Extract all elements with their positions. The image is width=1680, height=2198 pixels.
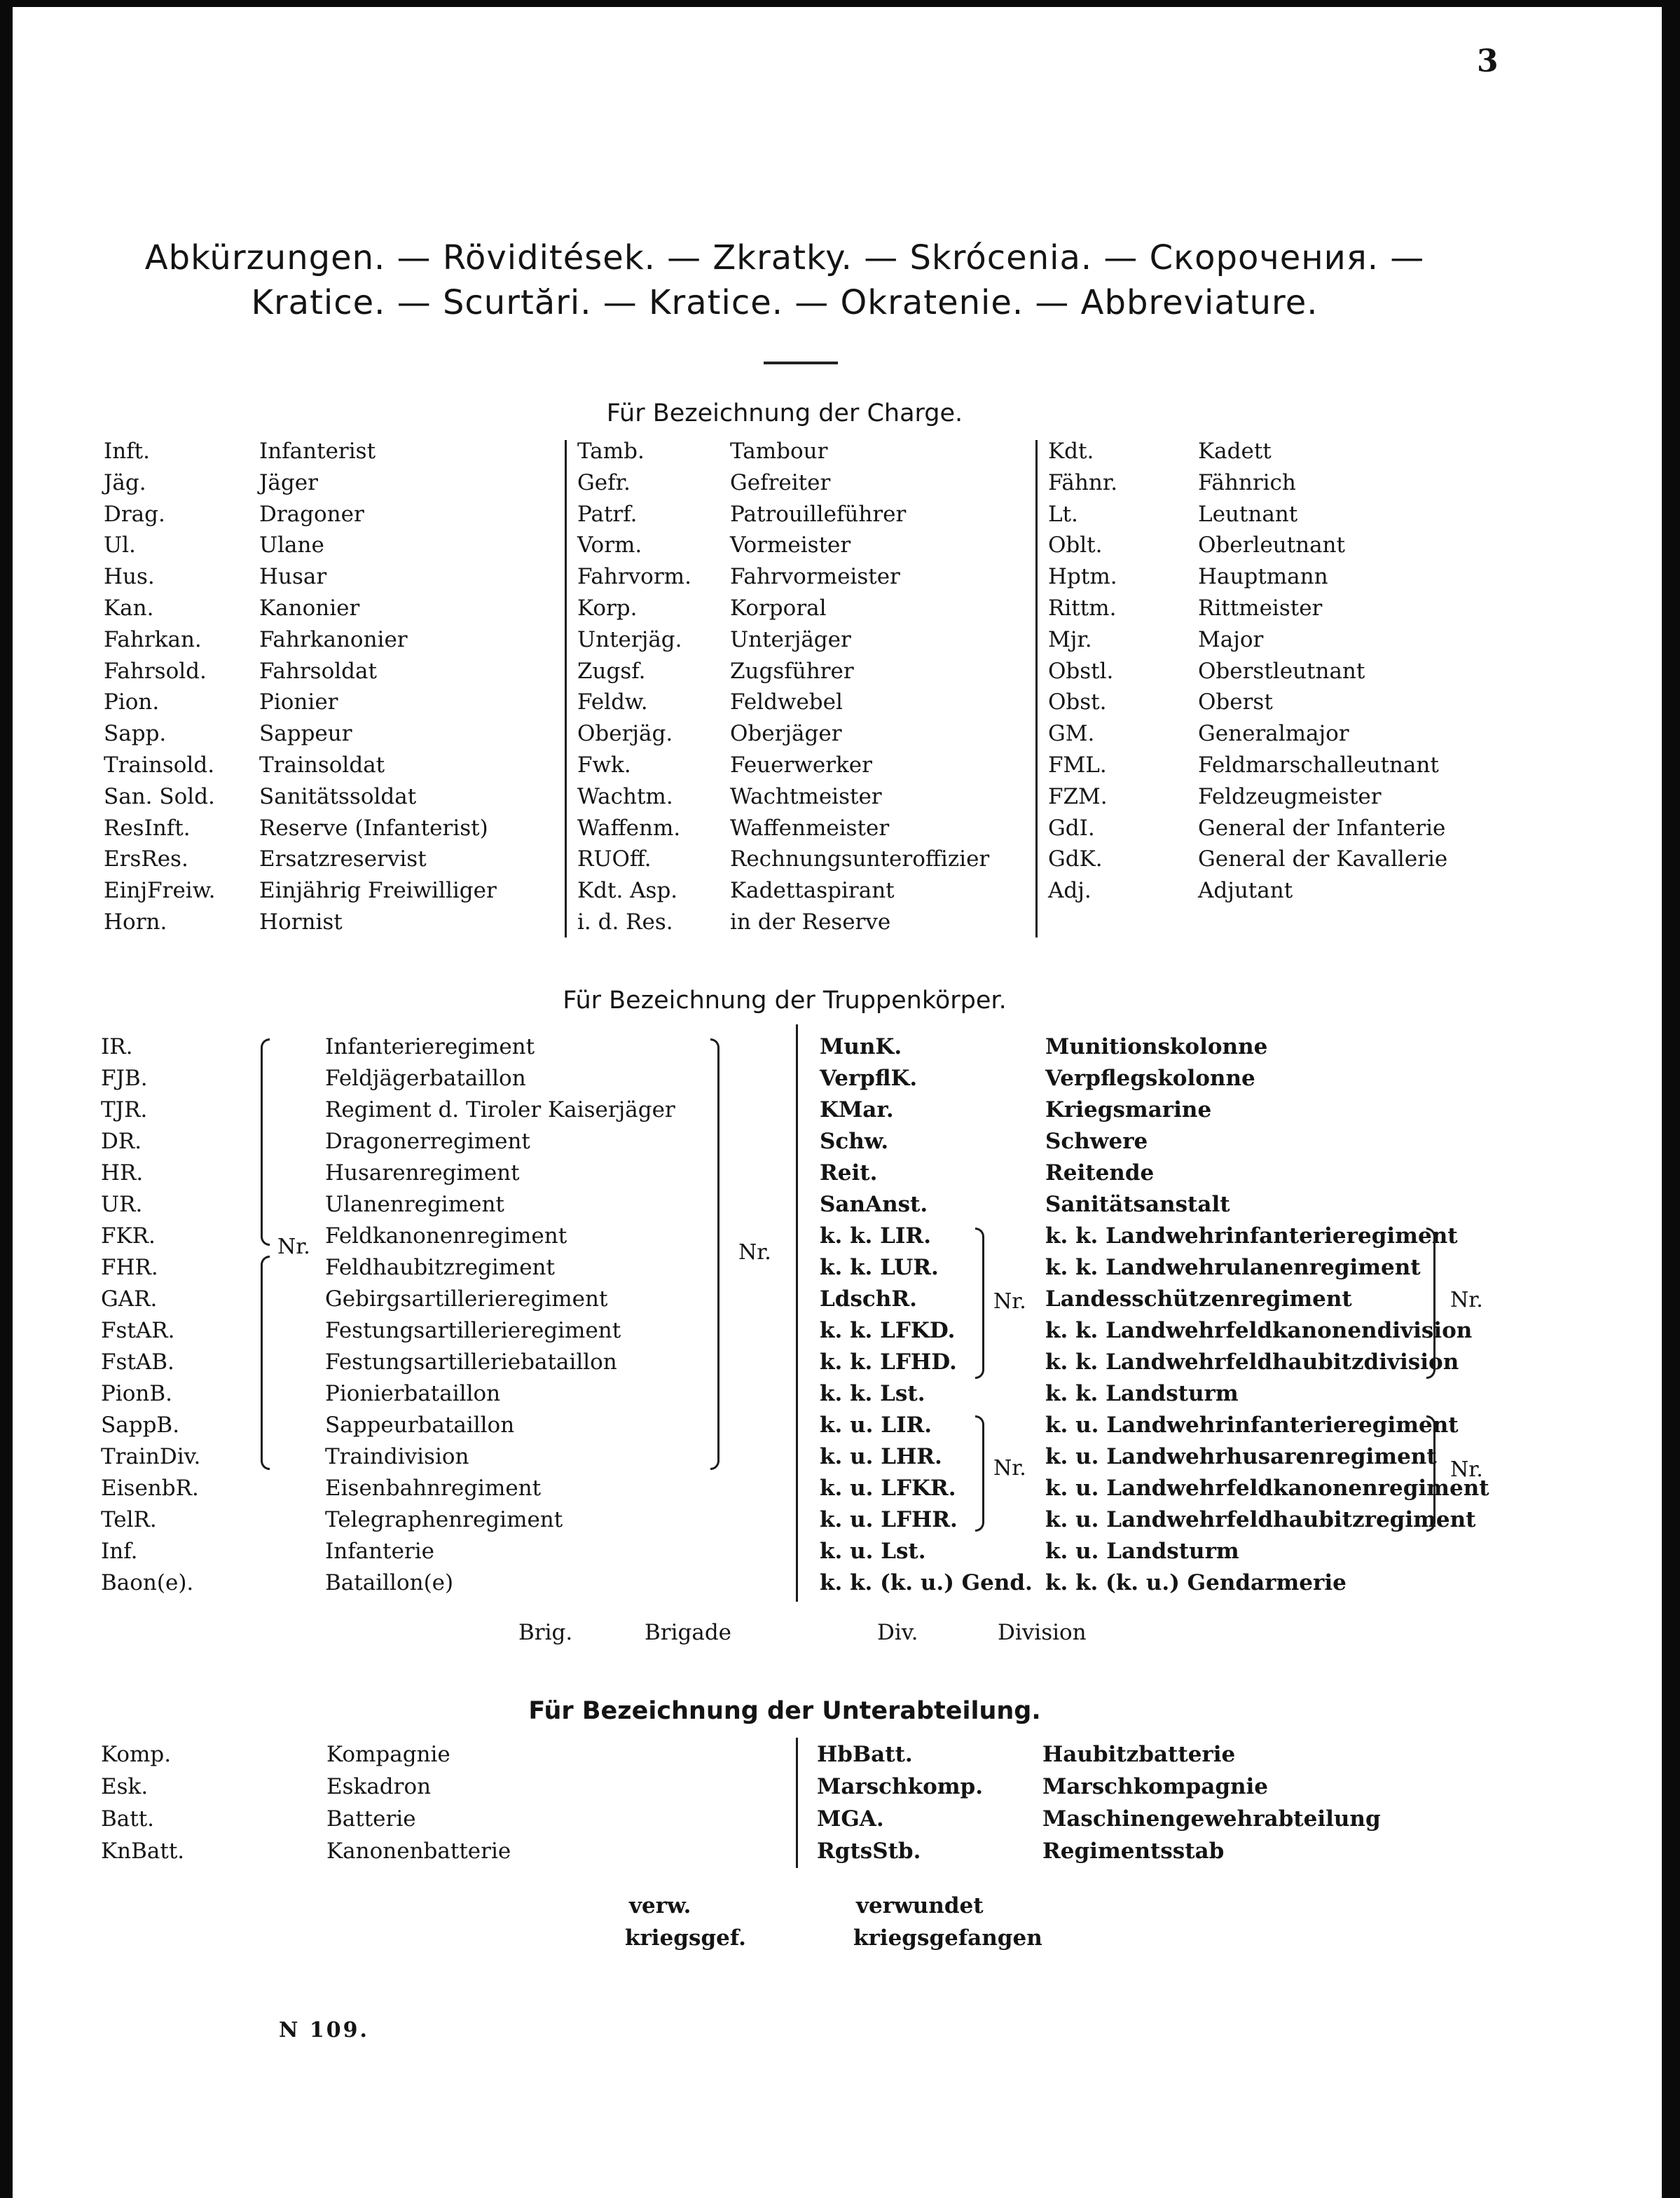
extra-abbr-div: Div. bbox=[877, 1620, 918, 1645]
charge-col3-item-abbr: Hptm. bbox=[1048, 564, 1117, 590]
extra-abbr-verw: verw. bbox=[629, 1893, 691, 1918]
troop-right-item-full: k. k. Landwehrulanenregiment bbox=[1045, 1255, 1421, 1280]
troop-left-item-full: Dragonerregiment bbox=[325, 1129, 530, 1154]
troop-right-item-full: k. k. Landwehrinfanterieregiment bbox=[1045, 1223, 1458, 1249]
charge-col2-item-abbr: RUOff. bbox=[577, 846, 652, 872]
charge-col3-item-full: Major bbox=[1198, 626, 1264, 652]
troop-left-item-abbr: FKR. bbox=[101, 1223, 156, 1249]
charge-col2-item-abbr: Kdt. Asp. bbox=[577, 878, 678, 904]
subunit-divider bbox=[796, 1738, 798, 1868]
troop-left-item-full: Telegraphenregiment bbox=[325, 1507, 563, 1532]
extra-full-division: Division bbox=[998, 1620, 1087, 1645]
subunit-left-item-abbr: Batt. bbox=[101, 1806, 155, 1832]
scan-border-right bbox=[1662, 0, 1680, 2198]
troop-left-item-full: Gebirgsartillerieregiment bbox=[325, 1286, 608, 1312]
charge-col3-item-full: Generalmajor bbox=[1198, 721, 1349, 747]
bracket-right-group-2 bbox=[1426, 1228, 1435, 1379]
bracket-left-group-right bbox=[710, 1038, 719, 1470]
charge-col3-item-full: Kadett bbox=[1198, 439, 1272, 464]
extra-full-kriegsgefangen: kriegsgefangen bbox=[853, 1925, 1042, 1951]
charge-col3-item-full: General der Kavallerie bbox=[1198, 846, 1448, 872]
troop-left-item-abbr: HR. bbox=[101, 1160, 144, 1186]
page-number: 3 bbox=[1477, 43, 1499, 79]
troop-left-item-full: Pionierbataillon bbox=[325, 1381, 501, 1406]
charge-col2-item-full: Rechnungsunteroffizier bbox=[730, 846, 990, 872]
troop-left-item-full: Eisenbahnregiment bbox=[325, 1476, 542, 1501]
title-divider bbox=[764, 362, 838, 364]
charge-col2-item-abbr: Fahrvorm. bbox=[577, 564, 691, 590]
extra-full-brigade: Brigade bbox=[645, 1620, 732, 1645]
troop-right-item-full: k. u. Landwehrinfanterieregiment bbox=[1045, 1413, 1459, 1438]
troop-right-item-full: k. k. (k. u.) Gendarmerie bbox=[1045, 1570, 1347, 1595]
charge-col1-item-abbr: Pion. bbox=[104, 689, 160, 715]
charge-col1-item-abbr: Horn. bbox=[104, 909, 167, 935]
charge-col2-item-full: Feuerwerker bbox=[730, 753, 872, 778]
nr-label-left: Nr. bbox=[277, 1235, 310, 1259]
nr-label-right-2: Nr. bbox=[1450, 1288, 1483, 1312]
troop-right-item-abbr: k. u. Lst. bbox=[820, 1539, 926, 1564]
troop-right-item-abbr: MunK. bbox=[820, 1034, 902, 1059]
bracket-right-group-1 bbox=[975, 1228, 984, 1379]
troop-right-item-abbr: k. k. Lst. bbox=[820, 1381, 925, 1406]
charge-col1-item-abbr: Fahrsold. bbox=[104, 658, 207, 684]
troop-left-item-abbr: Baon(e). bbox=[101, 1570, 194, 1595]
troop-left-item-abbr: SappB. bbox=[101, 1413, 180, 1438]
troop-right-item-full: Schwere bbox=[1045, 1129, 1148, 1154]
troop-left-item-abbr: FHR. bbox=[101, 1255, 158, 1280]
subunit-right-item-abbr: HbBatt. bbox=[817, 1742, 913, 1767]
charge-col2-item-abbr: Gefr. bbox=[577, 469, 631, 495]
charge-col2-item-abbr: Wachtm. bbox=[577, 783, 673, 809]
troop-left-item-abbr: FstAR. bbox=[101, 1318, 175, 1343]
charge-col2-item-full: Tambour bbox=[730, 439, 828, 464]
troop-right-item-full: Verpflegskolonne bbox=[1045, 1066, 1255, 1091]
troop-right-item-abbr: SanAnst. bbox=[820, 1192, 928, 1217]
charge-col3-item-abbr: Obstl. bbox=[1048, 658, 1114, 684]
troop-right-item-full: Kriegsmarine bbox=[1045, 1097, 1212, 1122]
bracket-right-group-4 bbox=[1426, 1415, 1435, 1532]
subunit-right-item-full: Haubitzbatterie bbox=[1042, 1742, 1236, 1767]
charge-col2-item-full: Wachtmeister bbox=[730, 783, 882, 809]
section-heading-charge: Für Bezeichnung der Charge. bbox=[606, 399, 963, 427]
subunit-left-item-abbr: Komp. bbox=[101, 1742, 172, 1767]
charge-col3-item-full: Oberstleutnant bbox=[1198, 658, 1365, 684]
troop-right-item-full: k. u. Landsturm bbox=[1045, 1539, 1239, 1564]
charge-col1-item-abbr: Hus. bbox=[104, 564, 155, 590]
charge-col1-item-full: Fahrsoldat bbox=[259, 658, 377, 684]
title-line-1: Abkürzungen. — Röviditések. — Zkratky. — Skrócenia. — Скорочения. — bbox=[144, 238, 1425, 277]
troop-right-item-abbr: Schw. bbox=[820, 1129, 889, 1154]
charge-col3-item-abbr: GM. bbox=[1048, 721, 1095, 747]
subunit-left-item-full: Eskadron bbox=[326, 1774, 432, 1799]
charge-col1-item-abbr: ErsRes. bbox=[104, 846, 188, 872]
charge-col2-item-abbr: Zugsf. bbox=[577, 658, 646, 684]
extra-full-verwundet: verwundet bbox=[856, 1893, 984, 1918]
troop-left-item-full: Infanterie bbox=[325, 1539, 435, 1564]
charge-col3-item-abbr: Obst. bbox=[1048, 689, 1107, 715]
troop-right-item-abbr: Reit. bbox=[820, 1160, 878, 1186]
troop-left-item-abbr: EisenbR. bbox=[101, 1476, 199, 1501]
charge-col3-item-full: General der Infanterie bbox=[1198, 815, 1446, 841]
charge-col1-item-full: Trainsoldat bbox=[259, 753, 385, 778]
charge-col1-item-full: Sappeur bbox=[259, 721, 352, 747]
troop-left-item-abbr: PionB. bbox=[101, 1381, 173, 1406]
charge-col3-item-abbr: GdI. bbox=[1048, 815, 1095, 841]
charge-col3-item-full: Feldmarschalleutnant bbox=[1198, 753, 1439, 778]
charge-col1-item-abbr: Fahrkan. bbox=[104, 626, 202, 652]
scan-border-top bbox=[0, 0, 1680, 7]
charge-col1-item-full: Pionier bbox=[259, 689, 338, 715]
troop-right-item-full: k. u. Landwehrfeldhaubitzregiment bbox=[1045, 1507, 1476, 1532]
charge-col2-item-abbr: Patrf. bbox=[577, 501, 638, 527]
charge-divider-2 bbox=[1035, 440, 1038, 937]
troop-left-item-full: Regiment d. Tiroler Kaiserjäger bbox=[325, 1097, 675, 1122]
charge-col1-item-abbr: Sapp. bbox=[104, 721, 167, 747]
charge-col2-item-full: Korporal bbox=[730, 596, 827, 621]
bracket-right-group-3 bbox=[975, 1415, 984, 1532]
troop-left-item-full: Feldhaubitzregiment bbox=[325, 1255, 555, 1280]
charge-col3-item-full: Oberleutnant bbox=[1198, 533, 1345, 558]
charge-col1-item-full: Ulane bbox=[259, 533, 324, 558]
charge-col2-item-abbr: Unterjäg. bbox=[577, 626, 682, 652]
troop-right-item-abbr: LdschR. bbox=[820, 1286, 917, 1312]
bracket-left-group-1 bbox=[261, 1038, 270, 1246]
section-heading-troops: Für Bezeichnung der Truppenkörper. bbox=[563, 987, 1007, 1015]
extra-abbr-kriegsgef: kriegsgef. bbox=[625, 1925, 746, 1951]
troop-right-item-full: k. k. Landwehrfeldhaubitzdivision bbox=[1045, 1349, 1459, 1375]
subunit-right-item-full: Marschkompagnie bbox=[1042, 1774, 1269, 1799]
troop-left-item-abbr: TrainDiv. bbox=[101, 1444, 201, 1469]
charge-col1-item-full: Hornist bbox=[259, 909, 343, 935]
troop-left-item-abbr: IR. bbox=[101, 1034, 133, 1059]
charge-col3-item-full: Oberst bbox=[1198, 689, 1273, 715]
charge-col3-item-abbr: Kdt. bbox=[1048, 439, 1094, 464]
subunit-right-item-abbr: Marschkomp. bbox=[817, 1774, 984, 1799]
charge-col1-item-full: Ersatzreservist bbox=[259, 846, 427, 872]
charge-col2-item-full: Feldwebel bbox=[730, 689, 843, 715]
troop-left-item-full: Traindivision bbox=[325, 1444, 469, 1469]
charge-col1-item-full: Reserve (Infanterist) bbox=[259, 815, 488, 841]
troop-right-item-full: Reitende bbox=[1045, 1160, 1155, 1186]
charge-col1-item-abbr: Ul. bbox=[104, 533, 136, 558]
troop-right-item-full: Munitionskolonne bbox=[1045, 1034, 1268, 1059]
charge-col1-item-full: Kanonier bbox=[259, 596, 360, 621]
troop-right-item-full: Landesschützenregiment bbox=[1045, 1286, 1352, 1312]
charge-col2-item-full: Kadettaspirant bbox=[730, 878, 895, 904]
scan-border-left bbox=[0, 0, 13, 2198]
subunit-left-item-full: Kanonenbatterie bbox=[326, 1839, 511, 1864]
charge-col2-item-full: Patrouilleführer bbox=[730, 501, 907, 527]
charge-col2-item-abbr: i. d. Res. bbox=[577, 909, 673, 935]
charge-col3-item-full: Feldzeugmeister bbox=[1198, 783, 1382, 809]
troop-right-item-abbr: k. k. LUR. bbox=[820, 1255, 939, 1280]
troop-right-item-full: k. u. Landwehrhusarenregiment bbox=[1045, 1444, 1437, 1469]
bracket-left-group-2 bbox=[261, 1256, 270, 1470]
troop-right-item-abbr: k. k. LIR. bbox=[820, 1223, 931, 1249]
section-heading-subunit: Für Bezeichnung der Unterabteilung. bbox=[528, 1697, 1041, 1725]
charge-col3-item-full: Fähnrich bbox=[1198, 469, 1296, 495]
charge-col3-item-abbr: GdK. bbox=[1048, 846, 1103, 872]
troop-right-item-abbr: k. k. LFKD. bbox=[820, 1318, 956, 1343]
subunit-right-item-full: Maschinengewehrabteilung bbox=[1042, 1806, 1381, 1832]
subunit-right-item-abbr: RgtsStb. bbox=[817, 1839, 921, 1864]
subunit-right-item-full: Regimentsstab bbox=[1042, 1839, 1225, 1864]
charge-col3-item-full: Leutnant bbox=[1198, 501, 1298, 527]
troops-divider bbox=[796, 1024, 798, 1602]
nr-label-middle: Nr. bbox=[738, 1240, 771, 1265]
charge-col2-item-abbr: Tamb. bbox=[577, 439, 645, 464]
troop-left-item-abbr: GAR. bbox=[101, 1286, 158, 1312]
extra-abbr-brig: Brig. bbox=[518, 1620, 573, 1645]
charge-col2-item-full: Unterjäger bbox=[730, 626, 851, 652]
charge-col1-item-full: Dragoner bbox=[259, 501, 364, 527]
title-line-2: Kratice. — Scurtări. — Kratice. — Okratenie. — Abbreviature. bbox=[251, 283, 1318, 322]
troop-left-item-full: Infanterieregiment bbox=[325, 1034, 535, 1059]
charge-col1-item-abbr: Trainsold. bbox=[104, 753, 215, 778]
nr-label-right-1: Nr. bbox=[993, 1289, 1026, 1314]
charge-col3-item-full: Rittmeister bbox=[1198, 596, 1323, 621]
subunit-left-item-abbr: Esk. bbox=[101, 1774, 149, 1799]
charge-col2-item-abbr: Fwk. bbox=[577, 753, 631, 778]
charge-col3-item-full: Adjutant bbox=[1198, 878, 1293, 904]
troop-left-item-full: Feldjägerbataillon bbox=[325, 1066, 526, 1091]
charge-col2-item-full: Vormeister bbox=[730, 533, 851, 558]
charge-col1-item-abbr: ResInft. bbox=[104, 815, 191, 841]
charge-col3-item-abbr: FML. bbox=[1048, 753, 1107, 778]
charge-col2-item-abbr: Vorm. bbox=[577, 533, 642, 558]
troop-left-item-abbr: Inf. bbox=[101, 1539, 138, 1564]
charge-col2-item-full: Oberjäger bbox=[730, 721, 842, 747]
charge-col1-item-abbr: EinjFreiw. bbox=[104, 878, 216, 904]
troop-left-item-full: Ulanenregiment bbox=[325, 1192, 504, 1217]
charge-col2-item-full: Fahrvormeister bbox=[730, 564, 900, 590]
subunit-right-item-abbr: MGA. bbox=[817, 1806, 884, 1832]
charge-col2-item-abbr: Oberjäg. bbox=[577, 721, 673, 747]
troop-left-item-abbr: FstAB. bbox=[101, 1349, 174, 1375]
charge-col3-item-abbr: Lt. bbox=[1048, 501, 1078, 527]
charge-col3-item-abbr: Adj. bbox=[1048, 878, 1092, 904]
troop-right-item-full: k. k. Landsturm bbox=[1045, 1381, 1239, 1406]
charge-divider-1 bbox=[565, 440, 567, 937]
troop-left-item-abbr: TJR. bbox=[101, 1097, 148, 1122]
troop-right-item-abbr: KMar. bbox=[820, 1097, 894, 1122]
charge-col1-item-abbr: Drag. bbox=[104, 501, 165, 527]
troop-left-item-full: Festungsartillerieregiment bbox=[325, 1318, 621, 1343]
troop-left-item-abbr: FJB. bbox=[101, 1066, 148, 1091]
troop-right-item-abbr: k. u. LIR. bbox=[820, 1413, 932, 1438]
troop-right-item-abbr: k. k. LFHD. bbox=[820, 1349, 957, 1375]
charge-col1-item-full: Fahrkanonier bbox=[259, 626, 408, 652]
troop-left-item-full: Festungsartilleriebataillon bbox=[325, 1349, 617, 1375]
charge-col1-item-full: Husar bbox=[259, 564, 327, 590]
charge-col2-item-abbr: Waffenm. bbox=[577, 815, 681, 841]
nr-label-right-3: Nr. bbox=[993, 1456, 1026, 1481]
troop-left-item-abbr: UR. bbox=[101, 1192, 143, 1217]
charge-col3-item-abbr: Rittm. bbox=[1048, 596, 1117, 621]
troop-left-item-full: Sappeurbataillon bbox=[325, 1413, 515, 1438]
charge-col1-item-abbr: Kan. bbox=[104, 596, 154, 621]
troop-right-item-full: Sanitätsanstalt bbox=[1045, 1192, 1230, 1217]
charge-col1-item-abbr: Inft. bbox=[104, 439, 150, 464]
charge-col1-item-full: Sanitätssoldat bbox=[259, 783, 417, 809]
subunit-left-item-full: Kompagnie bbox=[326, 1742, 450, 1767]
charge-col1-item-abbr: Jäg. bbox=[104, 469, 146, 495]
troop-right-item-abbr: k. k. (k. u.) Gend. bbox=[820, 1570, 1033, 1595]
subunit-left-item-abbr: KnBatt. bbox=[101, 1839, 185, 1864]
troop-left-item-full: Feldkanonenregiment bbox=[325, 1223, 567, 1249]
charge-col3-item-abbr: FZM. bbox=[1048, 783, 1108, 809]
troop-right-item-full: k. u. Landwehrfeldkanonenregiment bbox=[1045, 1476, 1489, 1501]
charge-col3-item-abbr: Fähnr. bbox=[1048, 469, 1118, 495]
charge-col2-item-abbr: Feldw. bbox=[577, 689, 648, 715]
charge-col3-item-full: Hauptmann bbox=[1198, 564, 1328, 590]
troop-right-item-abbr: k. u. LHR. bbox=[820, 1444, 942, 1469]
subunit-left-item-full: Batterie bbox=[326, 1806, 416, 1832]
charge-col3-item-abbr: Oblt. bbox=[1048, 533, 1103, 558]
troop-left-item-full: Bataillon(e) bbox=[325, 1570, 454, 1595]
charge-col1-item-full: Jäger bbox=[259, 469, 318, 495]
troop-right-item-abbr: k. u. LFKR. bbox=[820, 1476, 956, 1501]
charge-col2-item-full: Zugsführer bbox=[730, 658, 854, 684]
charge-col1-item-full: Einjährig Freiwilliger bbox=[259, 878, 497, 904]
page-footer: N 109. bbox=[279, 2018, 369, 2042]
charge-col1-item-full: Infanterist bbox=[259, 439, 376, 464]
charge-col2-item-full: Gefreiter bbox=[730, 469, 831, 495]
troop-right-item-abbr: k. u. LFHR. bbox=[820, 1507, 958, 1532]
charge-col3-item-abbr: Mjr. bbox=[1048, 626, 1092, 652]
charge-col2-item-full: in der Reserve bbox=[730, 909, 891, 935]
charge-col1-item-abbr: San. Sold. bbox=[104, 783, 215, 809]
troop-left-item-abbr: TelR. bbox=[101, 1507, 157, 1532]
troop-left-item-abbr: DR. bbox=[101, 1129, 142, 1154]
troop-left-item-full: Husarenregiment bbox=[325, 1160, 520, 1186]
nr-label-right-4: Nr. bbox=[1450, 1457, 1483, 1482]
troop-right-item-full: k. k. Landwehrfeldkanonendivision bbox=[1045, 1318, 1473, 1343]
charge-col2-item-abbr: Korp. bbox=[577, 596, 638, 621]
charge-col2-item-full: Waffenmeister bbox=[730, 815, 890, 841]
troop-right-item-abbr: VerpflK. bbox=[820, 1066, 918, 1091]
